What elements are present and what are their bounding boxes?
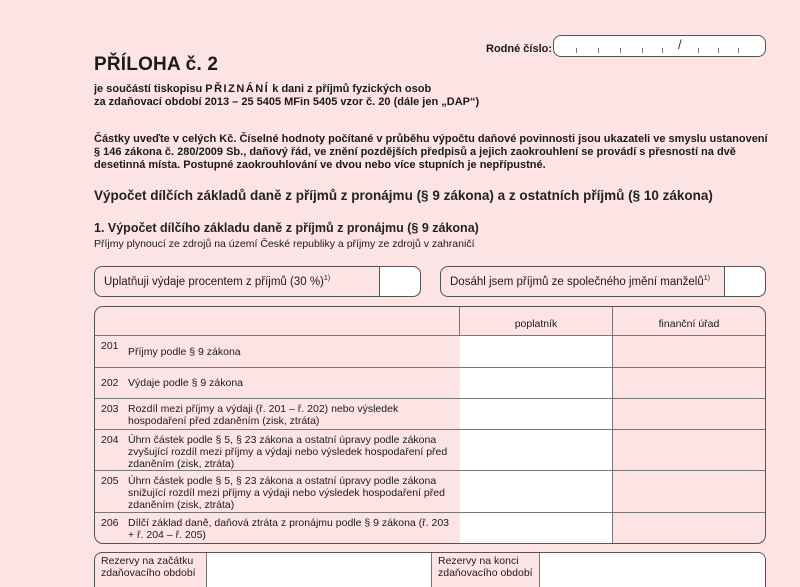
row-text: Dílčí základ daně, daňová ztráta z pronájmu podle § 9 zákona (ř. 203 + ř. 204 – ř. 205) xyxy=(128,517,450,541)
row-text: Úhrn částek podle § 5, § 23 zákona a ostatní úpravy podle zákona zvyšující rozdíl mezi příjmy a výdaji nebo výsledek hospodaření před zdaněním (zisk, ztráta) xyxy=(128,434,448,470)
taxpayer-input[interactable] xyxy=(460,399,612,429)
taxpayer-input[interactable] xyxy=(460,368,612,398)
reserves-end-input[interactable] xyxy=(539,553,766,587)
income-table xyxy=(94,306,766,544)
main-heading: Výpočet dílčích základů daně z příjmů z pronájmu (§ 9 zákona) a z ostatních příjmů (§ 10 zákona) xyxy=(94,188,713,203)
reserves-start-label: Rezervy na začátku zdaňovacího období xyxy=(101,555,196,579)
reserves-start-input[interactable] xyxy=(206,553,432,587)
table-row xyxy=(95,512,765,544)
percent-expenses-label xyxy=(104,275,330,288)
taxpayer-input[interactable] xyxy=(460,513,612,544)
col-header-taxpayer: poplatník xyxy=(514,318,558,330)
row-number: 204 xyxy=(101,434,119,446)
percent-expenses-text: Uplatňuji výdaje procentem z příjmů (30 %) xyxy=(104,275,324,288)
row-number: 205 xyxy=(101,475,119,487)
row-number: 201 xyxy=(101,340,119,352)
form-reference-spaced: PŘIZNÁNÍ xyxy=(205,83,270,95)
percent-expenses-footnote: 1) xyxy=(323,275,331,282)
joint-property-label xyxy=(450,275,710,288)
row-number: 206 xyxy=(101,517,119,529)
joint-property-checkbox[interactable] xyxy=(724,266,766,297)
row-text: Příjmy podle § 9 zákona xyxy=(128,346,241,358)
row-number: 203 xyxy=(101,403,119,415)
page-title: PŘÍLOHA č. 2 xyxy=(94,54,219,75)
form-reference-post: k dani z příjmů fyzických osob xyxy=(269,83,432,95)
table-row xyxy=(95,398,765,429)
birth-number-slash: / xyxy=(678,37,682,52)
percent-expenses-checkbox[interactable] xyxy=(379,266,421,297)
section-heading: 1. Výpočet dílčího základu daně z příjmů z pronájmu (§ 9 zákona) xyxy=(94,221,479,235)
joint-property-footnote: 1) xyxy=(703,275,710,282)
form-reference-line1 xyxy=(94,83,431,95)
instructions-note: Částky uveďte v celých Kč. Číselné hodnoty počítané v průběhu výpočtu daňové povinnosti jsou ukazateli ve smyslu ustanovení § 146 zákona č. 280/2009 Sb., daňový řád, ve znění pozdějších předpisů a jejich zaokrouhlení se provádí s přesností na dvě desetinná místa. Postupné zaokrouhlování ve dvou nebo více stupních je nepřípustné. xyxy=(94,133,768,171)
col-header-office: finanční úřad xyxy=(658,318,720,330)
row-number: 202 xyxy=(101,377,119,389)
row-text: Rozdíl mezi příjmy a výdaji (ř. 201 – ř. 202) nebo výsledek hospodaření před zdaněním (zisk, ztráta) xyxy=(128,403,399,427)
table-row xyxy=(95,335,765,367)
form-reference-line2: za zdaňovací období 2013 – 25 5405 MFin 5405 vzor č. 20 (dále jen „DAP“) xyxy=(94,96,480,108)
section-subheading: Příjmy plynoucí ze zdrojů na území České republiky a příjmy ze zdrojů v zahraničí xyxy=(94,238,475,250)
taxpayer-input[interactable] xyxy=(460,336,612,367)
percent-expenses-option xyxy=(94,266,421,297)
reserves-box xyxy=(94,552,766,587)
birth-number-label: Rodné číslo: xyxy=(486,43,553,55)
joint-property-option xyxy=(440,266,766,297)
row-text: Úhrn částek podle § 5, § 23 zákona a ostatní úpravy podle zákona snižující rozdíl mezi příjmy a výdaji nebo výsledek hospodaření před zdaněním (zisk, ztráta) xyxy=(128,475,445,511)
reserves-end-label: Rezervy na konci zdaňovacího období xyxy=(438,555,533,579)
birth-number-field[interactable] xyxy=(553,35,766,57)
form-reference-pre: je součástí tiskopisu xyxy=(94,83,206,95)
taxpayer-input[interactable] xyxy=(460,471,612,512)
table-row xyxy=(95,367,765,398)
joint-property-text: Dosáhl jsem příjmů ze společného jmění manželů xyxy=(450,275,704,288)
table-row xyxy=(95,470,765,512)
table-row xyxy=(95,429,765,470)
taxpayer-input[interactable] xyxy=(460,430,612,470)
row-text: Výdaje podle § 9 zákona xyxy=(128,377,244,389)
